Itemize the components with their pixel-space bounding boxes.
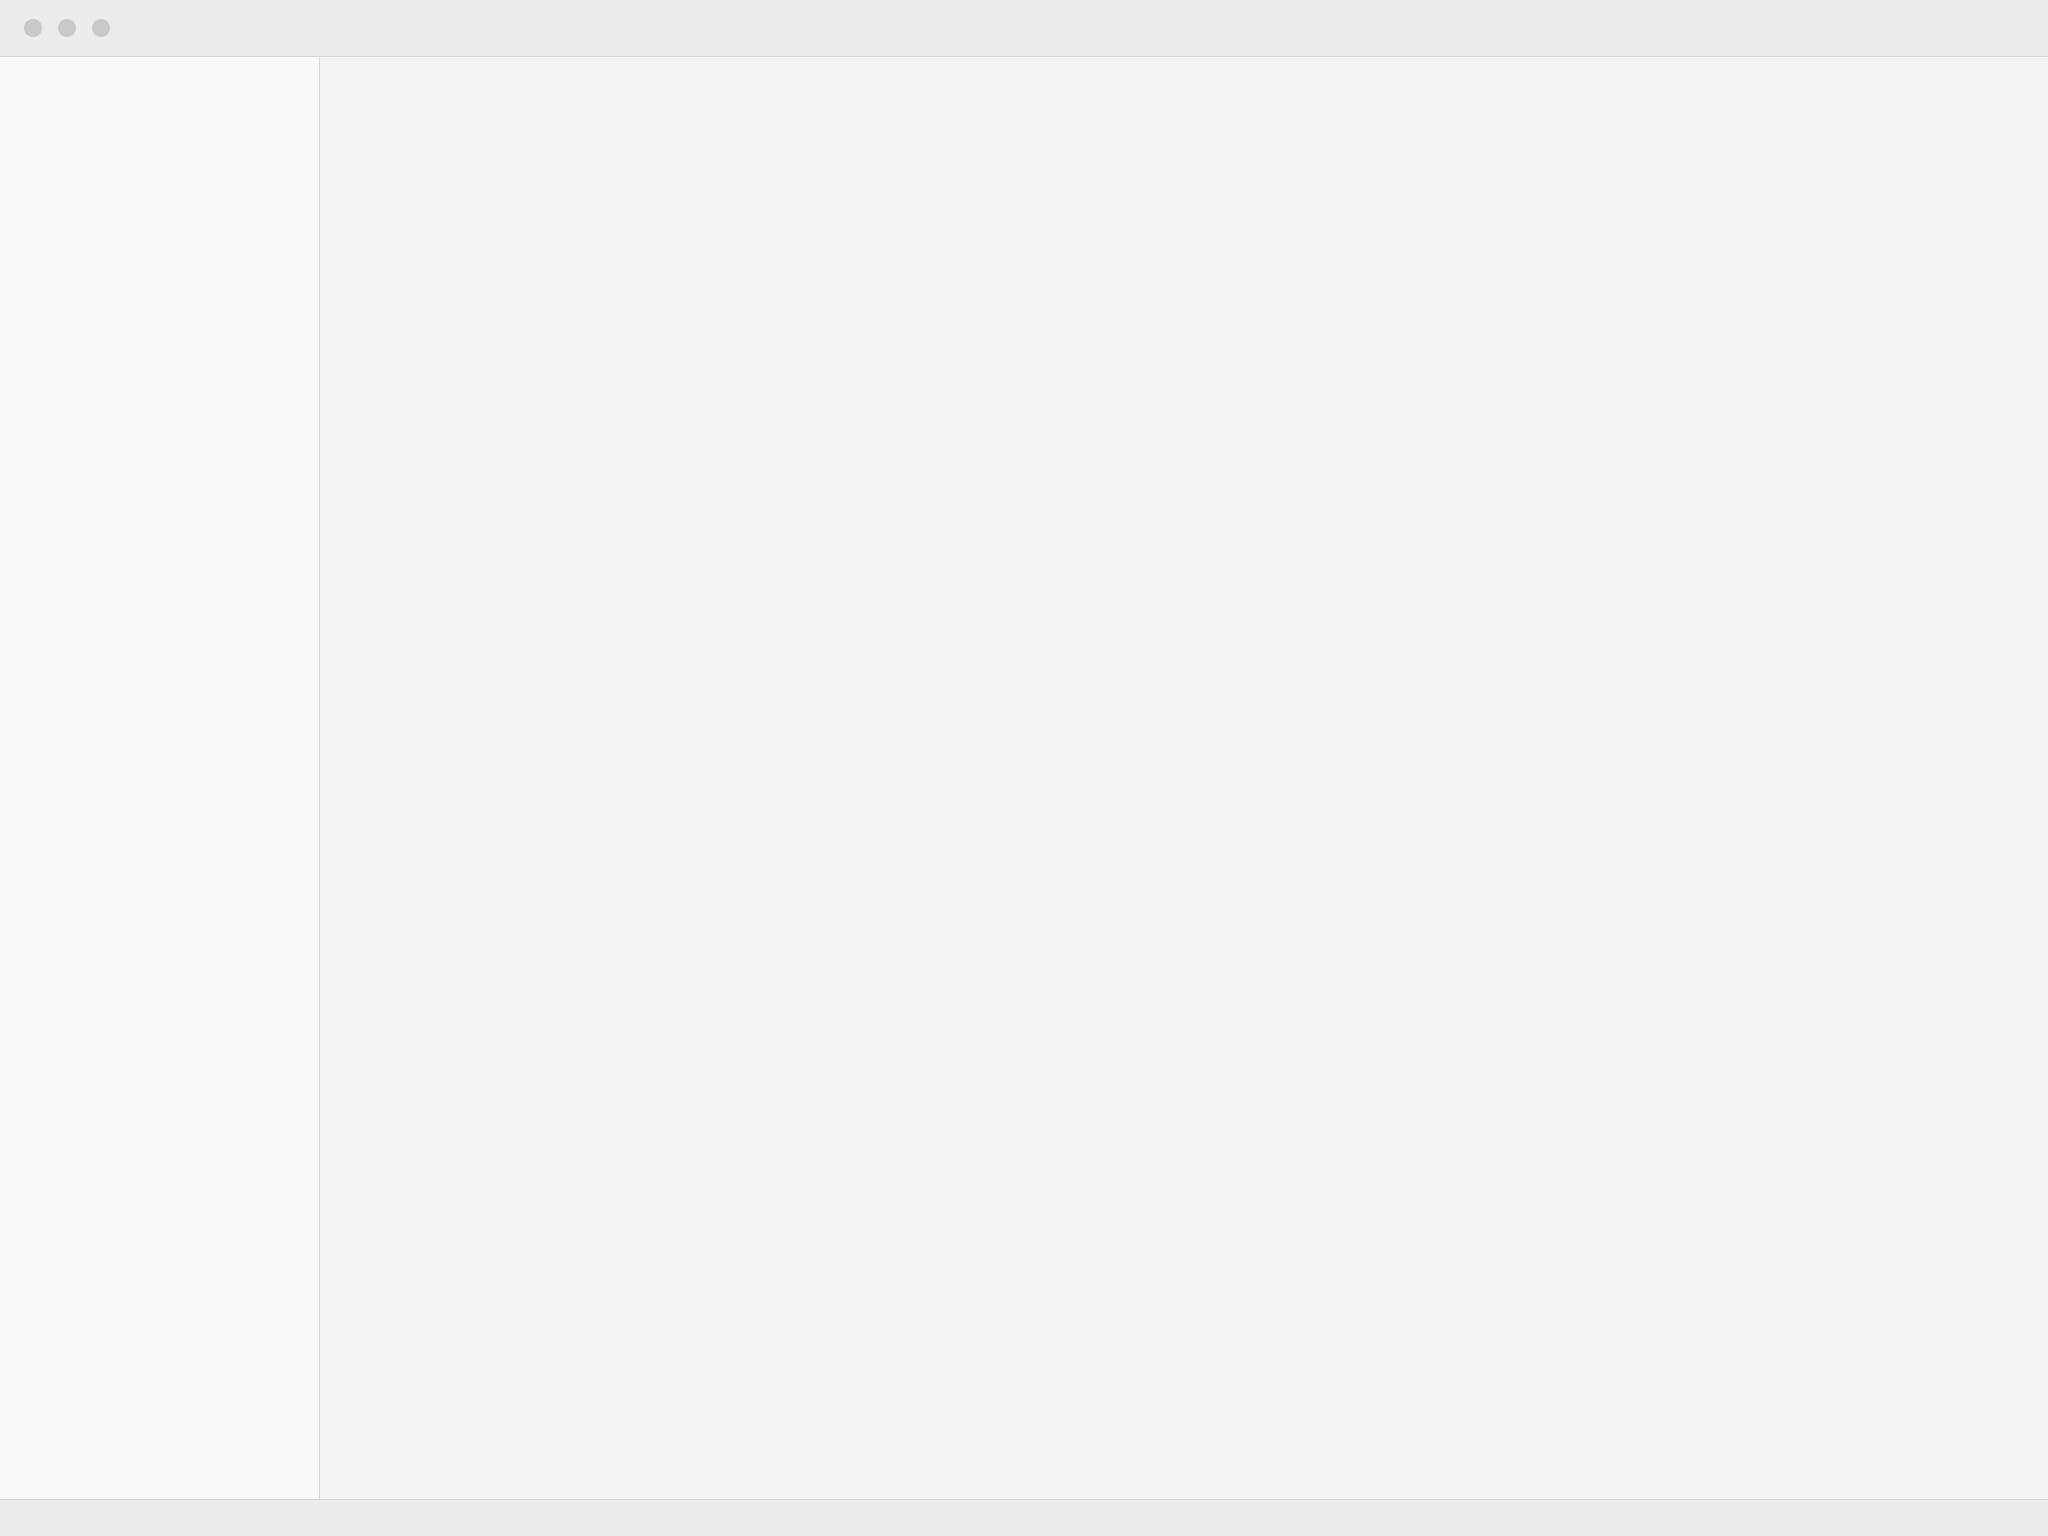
maximize-icon[interactable] [92,19,110,37]
title-bar [0,0,2048,57]
body-text [352,141,2016,171]
sidebar [0,57,320,1499]
close-icon[interactable] [24,19,42,37]
page-title [352,89,2016,125]
content-pane [320,57,2048,1499]
minimize-icon[interactable] [58,19,76,37]
status-bar [0,1499,2048,1536]
main-area [0,57,2048,1499]
